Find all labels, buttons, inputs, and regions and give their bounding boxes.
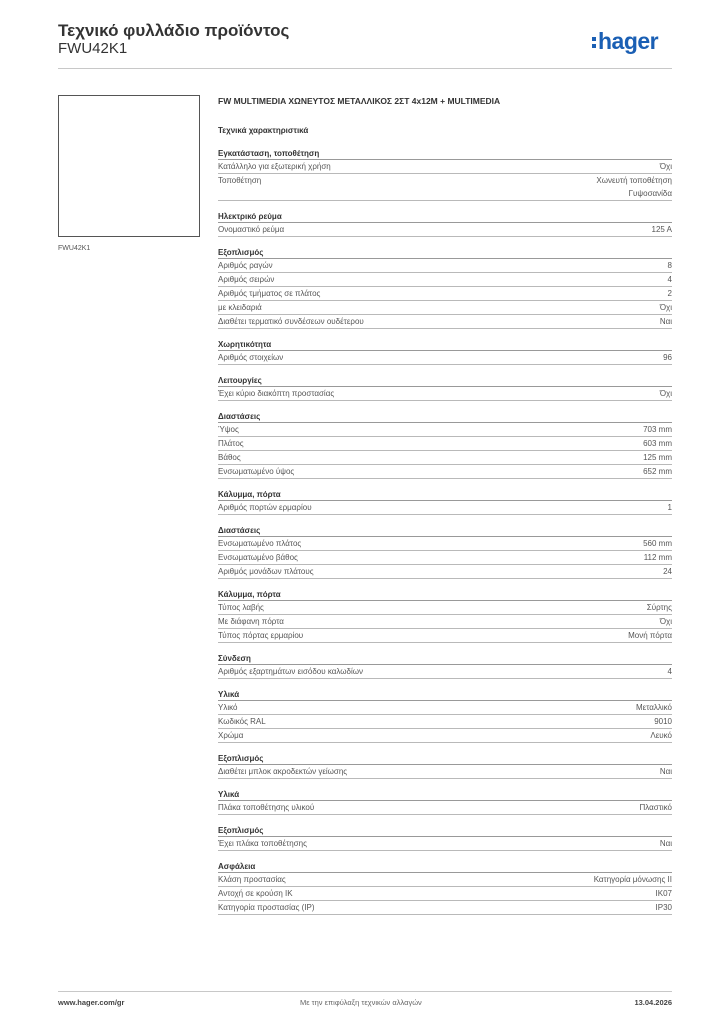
spec-label: Πλάτος (218, 439, 244, 448)
spec-row (218, 887, 672, 901)
spec-label: Ενσωματωμένο ύψος (218, 467, 295, 476)
spec-label: Έχει πλάκα τοποθέτησης (218, 839, 307, 848)
footer-date: 13.04.2026 (634, 998, 672, 1007)
product-image-placeholder (58, 95, 200, 237)
spec-row (218, 351, 672, 365)
section-heading: Κάλυμμα, πόρτα (218, 489, 672, 501)
spec-label: Αριθμός στοιχείων (218, 353, 284, 362)
spec-value: 603 mm (643, 439, 672, 448)
spec-value: 2 (667, 289, 672, 298)
spec-row (218, 174, 672, 201)
spec-row (218, 601, 672, 615)
spec-value: 1 (667, 503, 672, 512)
spec-row (218, 501, 672, 515)
product-image-caption: FWU42K1 (58, 245, 91, 252)
spec-row (218, 287, 672, 301)
spec-label: Βάθος (218, 453, 241, 462)
spec-row (218, 801, 672, 815)
document-title: Τεχνικό φυλλάδιο προϊόντος (58, 21, 290, 40)
spec-value: Ναι (659, 767, 672, 776)
spec-row (218, 160, 672, 174)
section-heading: Υλικά (218, 689, 672, 701)
logo-dots-icon (592, 34, 596, 51)
spec-value: 703 mm (643, 425, 672, 434)
spec-value: Όχι (659, 389, 672, 398)
spec-row (218, 615, 672, 629)
spec-row (218, 701, 672, 715)
spec-label: Αντοχή σε κρούση IK (218, 889, 293, 898)
specifications (218, 96, 672, 915)
spec-label: Κλάση προστασίας (218, 875, 286, 884)
spec-label: Ονομαστικό ρεύμα (218, 225, 285, 234)
product-code: FWU42K1 (58, 40, 128, 57)
section-heading: Σύνδεση (218, 653, 672, 665)
spec-value: IP30 (655, 903, 672, 912)
spec-row (218, 423, 672, 437)
spec-row (218, 565, 672, 579)
section-heading: Διαστάσεις (218, 411, 672, 423)
spec-label: Ύψος (218, 425, 239, 434)
spec-row (218, 301, 672, 315)
spec-label: Διαθέτει μπλοκ ακροδεκτών γείωσης (218, 767, 348, 776)
spec-row (218, 273, 672, 287)
spec-label: Ενσωματωμένο πλάτος (218, 539, 302, 548)
spec-label: Αριθμός πορτών ερμαρίου (218, 503, 312, 512)
spec-label: Κωδικός RAL (218, 717, 266, 726)
spec-value: 24 (663, 567, 672, 576)
section-heading: Ηλεκτρικό ρεύμα (218, 211, 672, 223)
spec-label: Αριθμός ραγών (218, 261, 273, 270)
spec-label: με κλειδαριά (218, 303, 262, 312)
spec-value: Όχι (659, 162, 672, 171)
spec-value: Σύρτης (646, 603, 672, 612)
spec-row (218, 715, 672, 729)
spec-value: Μεταλλικό (635, 703, 672, 712)
spec-row (218, 873, 672, 887)
spec-value: Κατηγορία μόνωσης II (593, 875, 672, 884)
section-heading: Εξοπλισμός (218, 247, 672, 259)
section-heading: Χωρητικότητα (218, 339, 672, 351)
section-heading: Εγκατάσταση, τοποθέτηση (218, 148, 672, 160)
section-heading: Ασφάλεια (218, 861, 672, 873)
spec-value: IK07 (655, 889, 672, 898)
spec-value: 112 mm (643, 553, 672, 562)
footer-notice: Με την επιφύλαξη τεχνικών αλλαγών (300, 998, 422, 1007)
spec-row (218, 387, 672, 401)
spec-label: Έχει κύριο διακόπτη προστασίας (218, 389, 335, 398)
section-heading: Υλικά (218, 789, 672, 801)
spec-row (218, 465, 672, 479)
logo-text: hager (598, 28, 659, 54)
specifications-title: Τεχνικά χαρακτηριστικά (218, 126, 309, 135)
spec-label: Διαθέτει τερματικό συνδέσεων ουδέτερου (218, 317, 364, 326)
spec-row (218, 259, 672, 273)
spec-row (218, 629, 672, 643)
spec-value: 125 mm (643, 453, 672, 462)
section-heading: Λειτουργίες (218, 375, 672, 387)
spec-row (218, 765, 672, 779)
section-heading: Εξοπλισμός (218, 753, 672, 765)
spec-value: Όχι (659, 617, 672, 626)
footer-divider (58, 991, 672, 992)
footer-website: www.hager.com/gr (58, 998, 125, 1007)
spec-value: 4 (667, 667, 672, 676)
spec-sections (218, 148, 672, 915)
spec-label: Κατηγορία προστασίας (IP) (218, 903, 315, 912)
spec-label: Αριθμός μονάδων πλάτους (218, 567, 314, 576)
spec-value: Λευκό (650, 731, 672, 740)
spec-row (218, 901, 672, 915)
spec-row (218, 837, 672, 851)
spec-value: Χωνευτή τοποθέτηση Γυψοσανίδα (596, 176, 672, 198)
header-divider (58, 68, 672, 69)
hager-logo (592, 28, 658, 55)
spec-row (218, 437, 672, 451)
spec-value: 560 mm (643, 539, 672, 548)
spec-value: 96 (663, 353, 672, 362)
spec-label: Τύπος λαβής (218, 603, 264, 612)
spec-label: Ενσωματωμένο βάθος (218, 553, 298, 562)
spec-value: Ναι (659, 839, 672, 848)
spec-row (218, 451, 672, 465)
spec-label: Τοποθέτηση (218, 176, 262, 185)
spec-label: Αριθμός τμήματος σε πλάτος (218, 289, 321, 298)
spec-label: Τύπος πόρτας ερμαρίου (218, 631, 304, 640)
section-heading: Κάλυμμα, πόρτα (218, 589, 672, 601)
spec-label: Χρώμα (218, 731, 244, 740)
spec-row (218, 315, 672, 329)
spec-label: Αριθμός εξαρτημάτων εισόδου καλωδίων (218, 667, 363, 676)
spec-row (218, 729, 672, 743)
spec-value: 125 A (651, 225, 672, 234)
spec-label: Κατάλληλο για εξωτερική χρήση (218, 162, 331, 171)
spec-value: 8 (667, 261, 672, 270)
product-name: FW MULTIMEDIA ΧΩΝΕΥΤΟΣ ΜΕΤΑΛΛΙΚΟΣ 2ΣΤ 4x12M + MULTIMEDIA (218, 96, 501, 106)
spec-value: 4 (667, 275, 672, 284)
spec-value: 9010 (654, 717, 672, 726)
spec-row (218, 537, 672, 551)
spec-label: Πλάκα τοποθέτησης υλικού (218, 803, 315, 812)
spec-label: Με διάφανη πόρτα (218, 617, 284, 626)
section-heading: Εξοπλισμός (218, 825, 672, 837)
spec-value: Ναι (659, 317, 672, 326)
spec-label: Αριθμός σειρών (218, 275, 275, 284)
spec-value: Όχι (659, 303, 672, 312)
section-heading: Διαστάσεις (218, 525, 672, 537)
spec-row (218, 223, 672, 237)
spec-row (218, 665, 672, 679)
spec-value: Πλαστικό (639, 803, 672, 812)
spec-label: Υλικό (218, 703, 238, 712)
spec-value: 652 mm (643, 467, 672, 476)
spec-row (218, 551, 672, 565)
spec-value: Μονή πόρτα (628, 631, 672, 640)
